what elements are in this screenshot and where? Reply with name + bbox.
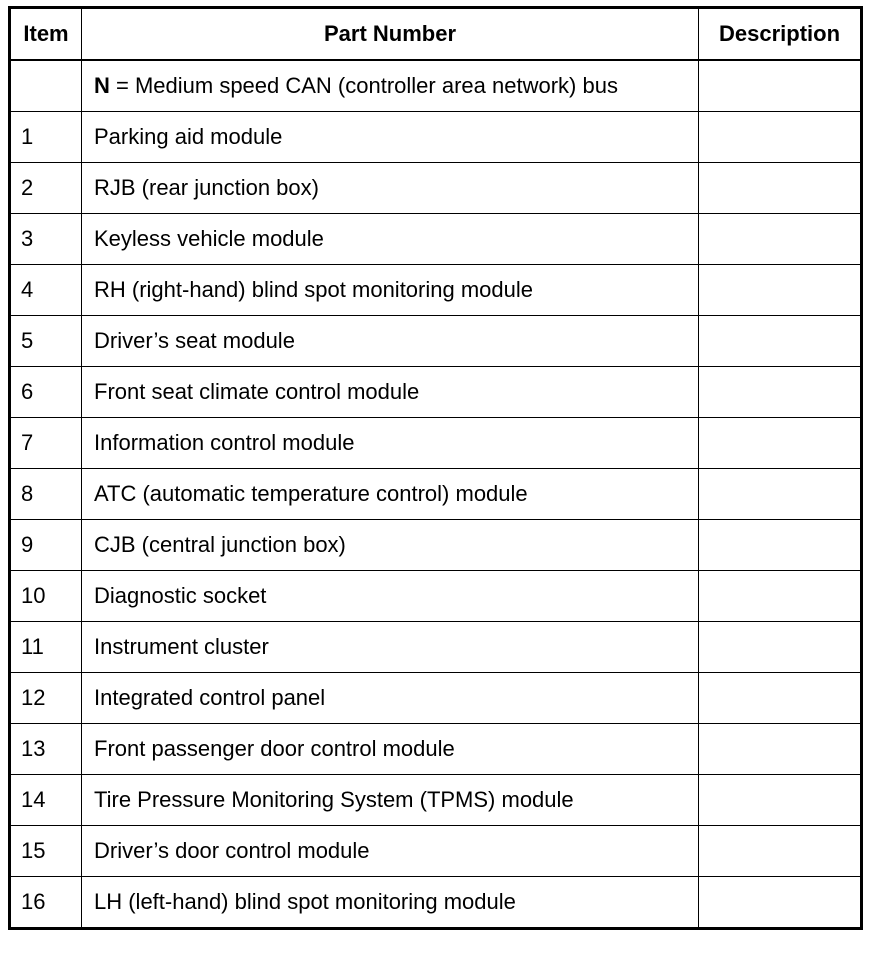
table-row [10,724,862,775]
item-number-cell: 13 [10,724,82,775]
item-number-cell: 4 [10,265,82,316]
description-cell [699,469,862,520]
part-number-cell: Diagnostic socket [82,571,699,622]
part-number-cell: Tire Pressure Monitoring System (TPMS) module [82,775,699,826]
part-number-cell: ATC (automatic temperature control) module [82,469,699,520]
table-row [10,571,862,622]
item-number-cell: 11 [10,622,82,673]
column-header-item: Item [10,8,82,61]
legend-key: N [94,73,110,98]
table-row [10,622,862,673]
part-number-cell: Front seat climate control module [82,367,699,418]
description-cell [699,367,862,418]
table-row [10,673,862,724]
description-cell [699,826,862,877]
item-number-cell: 10 [10,571,82,622]
part-number-cell: LH (left-hand) blind spot monitoring module [82,877,699,929]
table-row [10,469,862,520]
item-number-cell: 7 [10,418,82,469]
table-row [10,316,862,367]
legend-row [10,60,862,112]
table-row [10,826,862,877]
item-number-cell: 2 [10,163,82,214]
description-cell [699,163,862,214]
table-row [10,775,862,826]
description-cell [699,520,862,571]
item-number-cell: 9 [10,520,82,571]
part-number-cell: Parking aid module [82,112,699,163]
column-header-description: Description [699,8,862,61]
part-number-cell: RH (right-hand) blind spot monitoring module [82,265,699,316]
part-number-cell: Keyless vehicle module [82,214,699,265]
part-number-cell: Information control module [82,418,699,469]
part-number-cell: Driver’s door control module [82,826,699,877]
description-cell [699,673,862,724]
part-number-cell: Integrated control panel [82,673,699,724]
table-row [10,112,862,163]
description-cell [699,775,862,826]
legend-item-cell [10,60,82,112]
item-number-cell: 16 [10,877,82,929]
description-cell [699,418,862,469]
description-cell [699,877,862,929]
legend-text: = Medium speed CAN (controller area network) bus [109,73,618,98]
column-header-part-number: Part Number [82,8,699,61]
item-number-cell: 5 [10,316,82,367]
item-number-cell: 8 [10,469,82,520]
description-cell [699,571,862,622]
table-body [10,60,862,929]
legend-description-cell [699,60,862,112]
item-number-cell: 15 [10,826,82,877]
description-cell [699,265,862,316]
table-row [10,520,862,571]
item-number-cell: 12 [10,673,82,724]
description-cell [699,112,862,163]
description-cell [699,316,862,367]
table-row [10,367,862,418]
part-number-cell: Front passenger door control module [82,724,699,775]
table-row [10,877,862,929]
item-number-cell: 14 [10,775,82,826]
item-number-cell: 1 [10,112,82,163]
item-number-cell: 3 [10,214,82,265]
table-row [10,418,862,469]
description-cell [699,214,862,265]
item-number-cell: 6 [10,367,82,418]
table-row [10,163,862,214]
part-number-cell: RJB (rear junction box) [82,163,699,214]
part-number-cell: Driver’s seat module [82,316,699,367]
description-cell [699,724,862,775]
legend-text-cell [82,60,699,112]
table-header-row [10,8,862,61]
description-cell [699,622,862,673]
table-row [10,214,862,265]
table-row [10,265,862,316]
part-number-cell: CJB (central junction box) [82,520,699,571]
part-number-cell: Instrument cluster [82,622,699,673]
parts-table [8,6,863,930]
